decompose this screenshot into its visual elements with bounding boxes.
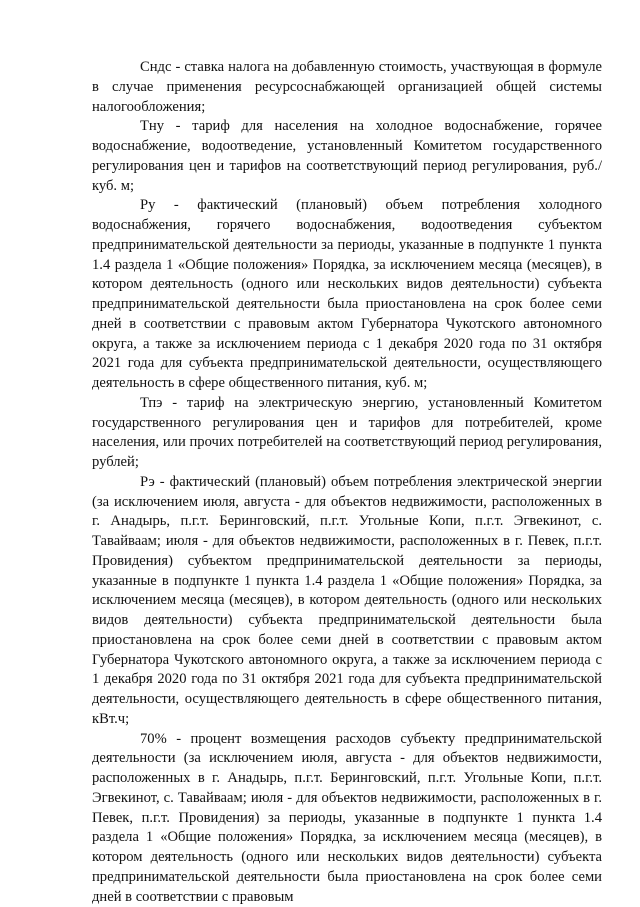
paragraph-re-definition: Рэ - фактический (плановый) объем потребления электрической энергии (за исключением июля, августа - для объектов недвижимости, расположенных в г. Анадырь, п.г.т. Беринговский, п.г.т. Угольные Копи, п.г.т. Эгвекинот, с. Тавайваам; июля - для объектов недвижимости, расположенных в г. Певек, п.г.т. Провидения) субъектом предпринимательской деятельности за периоды, указанные в подпункте 1 пункта 1.4 раздела 1 «Общие положения» Порядка, за исключением месяца (месяцев), в котором деятельность (одного или нескольких видов деятельности) субъекта предпринимательской деятельности была приостановлена на срок более семи дней в соответствии с правовым актом Губернатора Чукотского автономного округа, а также за исключением периода с 1 декабря 2020 года по 31 октября 2021 года для субъекта предпринимательской деятельности, осуществляющего деятельность в сфере общественного питания, кВт.ч; — [92, 473, 602, 730]
paragraph-tpe-definition: Тпэ - тариф на электрическую энергию, установленный Комитетом государственного регулирования цен и тарифов для потребителей, кроме населения, или прочих потребителей на соответствующий период регулирования, рублей; — [92, 394, 602, 473]
paragraph-tnu-definition: Тну - тариф для населения на холодное водоснабжение, горячее водоснабжение, водоотведение, установленный Комитетом государственного регулирования цен и тарифов на соответствующий период регулирования, руб./куб. м; — [92, 117, 602, 196]
paragraph-70-percent-definition: 70% - процент возмещения расходов субъекту предпринимательской деятельности (за исключением июля, августа - для объектов недвижимости, расположенных в г. Анадырь, п.г.т. Беринговский, п.г.т. Угольные Копи, п.г.т. Эгвекинот, с. Тавайваам; июля - для объектов недвижимости, расположенных в г. Певек, п.г.т. Провидения) за периоды, указанные в подпункте 1 пункта 1.4 раздела 1 «Общие положения» Порядка, за исключением месяца (месяцев), в котором деятельность (одного или нескольких видов деятельности) субъекта предпринимательской деятельности была приостановлена на срок более семи дней в соответствии с правовым — [92, 730, 602, 907]
paragraph-sndc-definition: Сндс - ставка налога на добавленную стоимость, участвующая в формуле в случае применения ресурсоснабжающей организацией общей системы налогообложения; — [92, 58, 602, 117]
paragraph-ru-definition: Ру - фактический (плановый) объем потребления холодного водоснабжения, горячего водоснабжения, водоотведения субъектом предпринимательской деятельности за периоды, указанные в подпункте 1 пункта 1.4 раздела 1 «Общие положения» Порядка, за исключением месяца (месяцев), в котором деятельность (одного или нескольких видов деятельности) субъекта предпринимательской деятельности была приостановлена на срок более семи дней в соответствии с правовым актом Губернатора Чукотского автономного округа, а также за исключением периода с 1 декабря 2020 года по 31 октября 2021 года для субъекта предпринимательской деятельности, осуществляющего деятельность в сфере общественного питания, куб. м; — [92, 196, 602, 394]
document-body — [92, 58, 602, 907]
